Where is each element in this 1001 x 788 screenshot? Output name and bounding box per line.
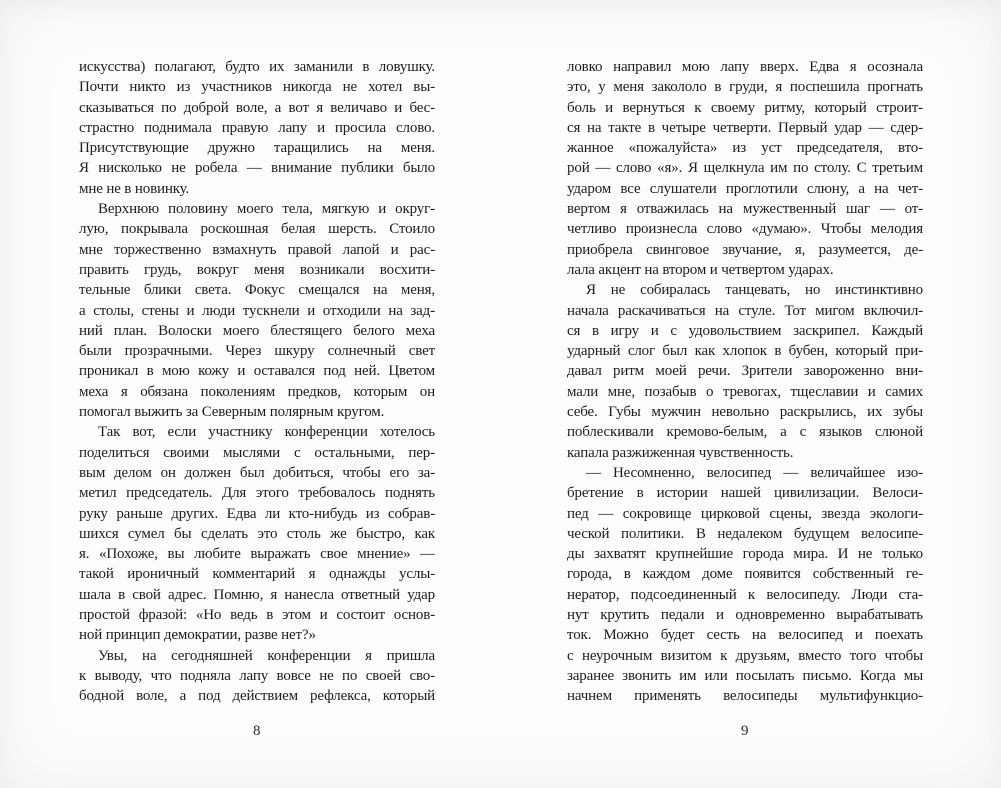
paragraph: [79, 57, 435, 199]
text-line: жанное «пожалуйста» из уст председателя, вто-: [567, 140, 923, 157]
paragraph: [567, 280, 923, 463]
text-line: метил председатель. Для этого требовалось поднять: [79, 485, 435, 502]
text-line: лую, покрывала роскошная белая шерсть. Стоило: [79, 221, 435, 238]
text-line: давал ритм моей речи. Зрители завороженно вни-: [567, 363, 923, 380]
text-line: такой ироничный комментарий я однажды услы-: [79, 566, 435, 583]
text-line: искусства) полагают, будто их заманили в ловушку.: [79, 59, 435, 75]
page-number-right: 9: [741, 722, 749, 739]
text-line: боль и вернуться к своему ритму, который строит-: [567, 99, 923, 116]
text-line: капала разжиженная чувственность.: [567, 444, 794, 461]
text-line: а столы, стены и люди тускнели и отходили на зад-: [79, 302, 435, 319]
text-line: Я нисколько не робела — внимание публики было: [79, 160, 435, 177]
text-line: вым делом он должен был добиться, чтобы его за-: [79, 464, 435, 481]
paragraph: [567, 463, 923, 707]
text-line: сказываться по доброй воле, а вот я величаво и бес-: [79, 99, 435, 116]
page-left: [79, 57, 435, 740]
text-line: тельные блики света. Фокус смещался на меня,: [79, 282, 435, 299]
text-line: простой фразой: «Но ведь в этом и состоит основ-: [79, 607, 435, 624]
text-line: ударный слог был как хлопок в бубен, который при-: [567, 343, 923, 360]
paragraph: [79, 646, 435, 707]
text-line: я. «Похоже, вы любите выражать свое мнение» —: [79, 546, 435, 563]
text-line: — Несомненно, велосипед — величайшее изо-: [586, 464, 923, 481]
text-line: руку раньше других. Едва ли кто-нибудь из собрав-: [79, 505, 435, 522]
text-line: ческой политики. В недалеком будущем велосипе-: [567, 525, 923, 542]
page-number-left: 8: [253, 722, 261, 739]
paragraph: [79, 422, 435, 645]
text-line: нератор, подсоединенный к велосипеду. Люди ста-: [567, 586, 923, 603]
text-line: ды захватят крупнейшие города мира. И не только: [567, 546, 923, 563]
text-line: лала акцент на втором и четвертом ударах.: [567, 261, 834, 278]
text-line: проникал в мою кожу и оставался под ней. Цветом: [79, 363, 435, 380]
text-line: к выводу, что подняла лапу вовсе не по своей сво-: [79, 667, 435, 684]
text-line: рой — слово «я». Я щелкнула им по столу. С третьим: [567, 160, 923, 177]
text-line: вертом я отважилась на мужественный шаг — от-: [567, 201, 923, 218]
text-line: с неурочным визитом к друзьям, вместо того чтобы: [567, 647, 923, 664]
text-line: четливо произнесла слово «думаю». Чтобы мелодия: [567, 221, 923, 238]
text-line: города, в каждом доме появится собственный ге-: [567, 566, 923, 583]
text-line: бодной воле, а под действием рефлекса, который: [79, 688, 435, 705]
text-line: шала в свой адрес. Помню, я нанесла ответный удар: [79, 586, 435, 603]
text-line: меха я обязана поколениям предков, которым он: [79, 383, 435, 400]
text-line: править грудь, вокруг меня возникали восхити-: [79, 261, 435, 278]
text-line: Я не собиралась танцевать, но инстинктивно: [586, 282, 923, 299]
text-line: это, у меня закололо в груди, я поспешила прогнать: [567, 79, 923, 96]
text-line: заранее звонить им или посылать письмо. Когда мы: [567, 667, 923, 684]
text-line: мне торжественно взмахнуть правой лапой и рас-: [79, 241, 435, 258]
text-line: ловко направил мою лапу вверх. Едва я осознала: [567, 59, 923, 75]
text-line: помогал выжить за Северным полярным кругом.: [79, 404, 385, 421]
text-line: мне не в новинку.: [79, 180, 190, 197]
text-line: пед — сокровище цирковой сцены, звезда экологи-: [567, 505, 923, 522]
page-right: [567, 57, 923, 740]
text-line: ток. Можно будет сесть на велосипед и поехать: [567, 627, 923, 644]
text-line: Увы, на сегодняшней конференции я пришла: [98, 647, 435, 664]
text-line: страстно поднимала правую лапу и просила слово.: [79, 119, 435, 136]
paragraph: [79, 199, 435, 422]
text-line: были прозрачными. Через шкуру солнечный свет: [79, 343, 435, 360]
text-line: ной принцип демократии, разве нет?»: [79, 627, 316, 644]
page-text: [79, 57, 435, 707]
text-line: ударом все слушатели проглотили слюну, а на чет-: [567, 180, 923, 197]
text-line: шихся сумел бы сделать это столь же быстро, как: [79, 525, 435, 542]
text-line: поделиться своими мыслями с остальными, пер-: [79, 444, 435, 461]
text-line: Так вот, если участнику конференции хотелось: [98, 424, 435, 441]
text-line: бретение в истории нашей цивилизации. Велоси-: [567, 485, 923, 502]
page-text: [567, 57, 923, 707]
text-line: ся на такте в четыре четверти. Первый удар — сдер-: [567, 119, 923, 136]
text-line: Почти никто из участников никогда не хотел вы-: [79, 79, 435, 96]
paragraph: [567, 57, 923, 280]
text-line: начнем применять велосипеды мультифункцио-: [567, 688, 923, 705]
text-line: приобрела свинговое звучание, я, разумеется, де-: [567, 241, 923, 258]
text-line: ний план. Волоски моего блестящего белого меха: [79, 322, 435, 339]
text-line: Верхнюю половину моего тела, мягкую и округ-: [98, 201, 435, 218]
text-line: нут крутить педали и одновременно вырабатывать: [567, 607, 923, 624]
text-line: начала раскачиваться на стуле. Тот мигом включил-: [567, 302, 923, 319]
text-line: мали мне, позабыв о тревогах, тщеславии и самих: [567, 383, 923, 400]
text-line: Присутствующие дружно таращились на меня.: [79, 140, 435, 157]
text-line: поблескивали кремово-белым, а с языков слюной: [567, 424, 923, 441]
text-line: себе. Губы мужчин невольно раскрылись, их зубы: [567, 404, 923, 421]
text-line: ся в игру и с удовольствием заскрипел. Каждый: [567, 322, 923, 339]
